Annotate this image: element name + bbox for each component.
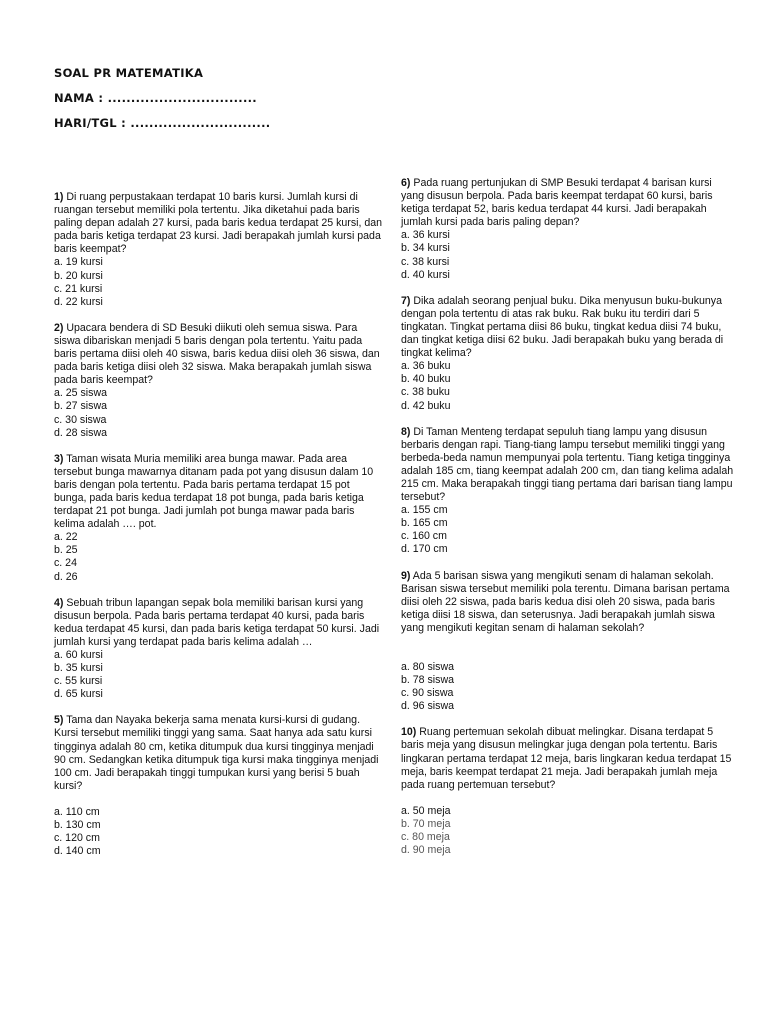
option-a: a. 80 siswa bbox=[401, 661, 454, 673]
question-9 bbox=[401, 570, 735, 714]
worksheet-title: SOAL PR MATEMATIKA bbox=[54, 66, 204, 80]
option-c: c. 30 siswa bbox=[54, 413, 107, 426]
question-text: Ruang pertemuan sekolah dibuat melingkar. Disana terdapat 5 baris meja yang disusun melingkar juga dengan pola tertentu. Baris lingkaran pertama terdapat 12 meja, baris lingkaran kedua terdapat 15 meja, baris keempat terdapat 21 meja. Jadi berapakah jumlah meja pada ruang pertemuan tersebut? bbox=[401, 726, 732, 791]
question-8 bbox=[401, 426, 735, 557]
question-number: 5) bbox=[54, 714, 64, 727]
question-number: 2) bbox=[54, 321, 64, 334]
question-number: 3) bbox=[54, 452, 64, 465]
option-c: c. 160 cm bbox=[401, 530, 447, 543]
answer-options bbox=[401, 661, 735, 713]
option-c: c. 90 siswa bbox=[401, 687, 454, 700]
answer-options bbox=[401, 805, 735, 857]
question-text: Pada ruang pertunjukan di SMP Besuki terdapat 4 barisan kursi yang disusun berpola. Pada baris keempat terdapat 60 kursi, baris ketiga terdapat 52, baris kedua terdapat 44 kursi. Jadi berapakah jumlah kursi pada baris paling depan? bbox=[401, 177, 713, 229]
option-b: b. 20 kursi bbox=[54, 269, 103, 282]
question-5 bbox=[54, 714, 384, 858]
question-number: 9) bbox=[401, 569, 411, 582]
question-2 bbox=[54, 322, 384, 440]
question-text: Tama dan Nayaka bekerja sama menata kursi-kursi di gudang. Kursi tersebut memiliki tinggi yang sama. Saat hanya ada satu kursi tingginya adalah 80 cm, ketika ditumpuk dua kursi tingginya menjadi 90 cm. Sedangkan ketika ditumpuk tiga kursi maka tingginya menjadi 100 cm. Jadi berapakah tinggi tumpukan kursi yang berisi 5 buah kursi? bbox=[54, 714, 379, 792]
date-line: HARI/TGL : .............................. bbox=[54, 116, 271, 130]
question-7 bbox=[401, 295, 735, 413]
question-4 bbox=[54, 597, 384, 702]
answer-options bbox=[54, 531, 384, 583]
option-d: d. 42 buku bbox=[401, 399, 451, 412]
option-b: b. 130 cm bbox=[54, 819, 101, 832]
answer-options bbox=[401, 229, 735, 281]
option-b: b. 40 buku bbox=[401, 373, 451, 386]
option-d: d. 26 bbox=[54, 570, 78, 583]
answer-options bbox=[54, 256, 384, 308]
question-text: Dika adalah seorang penjual buku. Dika menyusun buku-bukunya dengan pola tertentu di atas rak buku. Rak buku itu terdiri dari 5 tingkatan. Tingkat pertama diisi 86 buku, tingkat kedua diisi 74 buku, dan tingkat ketiga diisi 62 buku. Jadi berapakah buku yang berada di tingkat kelima? bbox=[401, 294, 724, 360]
worksheet-header bbox=[54, 66, 270, 141]
question-text: Di Taman Menteng terdapat sepuluh tiang lampu yang disusun berbaris dengan rapi. Tiang-tiang lampu tersebut memiliki tinggi yang berbeda-beda namun mempunyai pola tertentu. Tiang ketiga tingginya adalah 185 cm, tiang keempat adalah 200 cm, dan tiang kelima adalah 215 cm. Maka berapakah tinggi tiang pertama dari barisan tiang lampu tersebut? bbox=[401, 425, 734, 504]
option-c: c. 24 bbox=[54, 557, 77, 570]
option-a: a. 25 siswa bbox=[54, 387, 107, 400]
question-number: 7) bbox=[401, 294, 411, 307]
option-d: d. 170 cm bbox=[401, 543, 448, 556]
question-text: Upacara bendera di SD Besuki diikuti oleh semua siswa. Para siswa dibariskan menjadi 5 baris dengan pola tertentu. Yaitu pada baris pertama diisi oleh 40 siswa, baris kedua diisi oleh 36 siswa, dan pada baris ketiga diisi oleh 32 siswa. Maka berapakah jumlah siswa pada baris keempat? bbox=[54, 321, 380, 387]
option-c: c. 21 kursi bbox=[54, 282, 103, 295]
option-b: b. 34 kursi bbox=[401, 242, 450, 255]
option-a: a. 36 kursi bbox=[401, 229, 450, 242]
option-c: c. 55 kursi bbox=[54, 675, 103, 688]
option-b: b. 27 siswa bbox=[54, 400, 107, 413]
option-a: a. 110 cm bbox=[54, 805, 100, 818]
left-column bbox=[54, 191, 384, 871]
option-c: c. 38 kursi bbox=[401, 255, 450, 268]
answer-options bbox=[54, 806, 384, 858]
option-d: d. 40 kursi bbox=[401, 268, 450, 281]
option-b: b. 25 bbox=[54, 544, 78, 557]
option-b: b. 165 cm bbox=[401, 517, 448, 530]
option-b: b. 70 meja bbox=[401, 817, 451, 830]
option-a: a. 155 cm bbox=[401, 504, 448, 517]
option-d: d. 22 kursi bbox=[54, 295, 103, 308]
answer-options bbox=[54, 387, 384, 439]
option-c: c. 80 meja bbox=[401, 831, 450, 844]
option-b: b. 78 siswa bbox=[401, 674, 454, 687]
question-text: Di ruang perpustakaan terdapat 10 baris kursi. Jumlah kursi di ruangan tersebut memiliki pola tertentu. Jika diketahui pada baris paling depan adalah 27 kursi, pada baris kedua terdapat 25 kursi, dan pada baris ketiga terdapat 23 kursi. Jadi berapakah jumlah kursi pada baris keempat? bbox=[54, 191, 383, 256]
option-c: c. 120 cm bbox=[54, 832, 100, 845]
question-number: 8) bbox=[401, 425, 411, 438]
option-a: a. 50 meja bbox=[401, 804, 451, 817]
name-line: NAMA : ................................ bbox=[54, 91, 257, 105]
option-d: d. 140 cm bbox=[54, 845, 101, 858]
option-d: d. 90 meja bbox=[401, 844, 451, 857]
question-text: Ada 5 barisan siswa yang mengikuti senam di halaman sekolah. Barisan siswa tersebut memiliki pola terentu. Dimana barisan pertama diisi oleh 22 siswa, pada baris kedua disi oleh 20 siswa, pada baris ketiga diisi 18 siswa, dan seterusnya. Jadi berapakah jumlah siswa yang mengikuti kegitan senam di halaman sekolah? bbox=[401, 569, 730, 634]
option-d: d. 65 kursi bbox=[54, 688, 103, 701]
question-number: 6) bbox=[401, 177, 411, 189]
option-c: c. 38 buku bbox=[401, 386, 450, 399]
question-6 bbox=[401, 177, 735, 282]
option-a: a. 19 kursi bbox=[54, 256, 103, 269]
question-number: 1) bbox=[54, 191, 64, 203]
option-a: a. 22 bbox=[54, 531, 78, 544]
option-d: d. 28 siswa bbox=[54, 426, 107, 439]
option-a: a. 36 buku bbox=[401, 360, 451, 373]
option-b: b. 35 kursi bbox=[54, 662, 103, 675]
question-10 bbox=[401, 726, 735, 857]
answer-options bbox=[401, 504, 735, 556]
question-text: Taman wisata Muria memiliki area bunga mawar. Pada area tersebut bunga mawarnya ditanam pada pot yang disusun dalam 10 baris dengan pola tertentu. Pada baris pertama terdapat 15 pot bunga, pada baris kedua terdapat 18 pot bunga, pada baris ketiga terdapat 21 pot bunga. Jadi jumlah pot bunga mawar pada baris kelima adalah …. pot. bbox=[54, 452, 374, 531]
question-3 bbox=[54, 453, 384, 584]
answer-options bbox=[54, 649, 384, 701]
question-1 bbox=[54, 191, 384, 309]
option-d: d. 96 siswa bbox=[401, 700, 454, 713]
question-number: 4) bbox=[54, 596, 64, 609]
question-text: Sebuah tribun lapangan sepak bola memiliki barisan kursi yang disusun berpola. Pada baris pertama terdapat 40 kursi, pada baris kedua terdapat 45 kursi, dan pada baris ketiga terdapat 50 kursi. Jadi jumlah kursi yang terdapat pada baris kelima adalah … bbox=[54, 596, 380, 648]
answer-options bbox=[401, 360, 735, 412]
right-column bbox=[401, 177, 735, 870]
question-number: 10) bbox=[401, 726, 417, 739]
option-a: a. 60 kursi bbox=[54, 649, 103, 661]
